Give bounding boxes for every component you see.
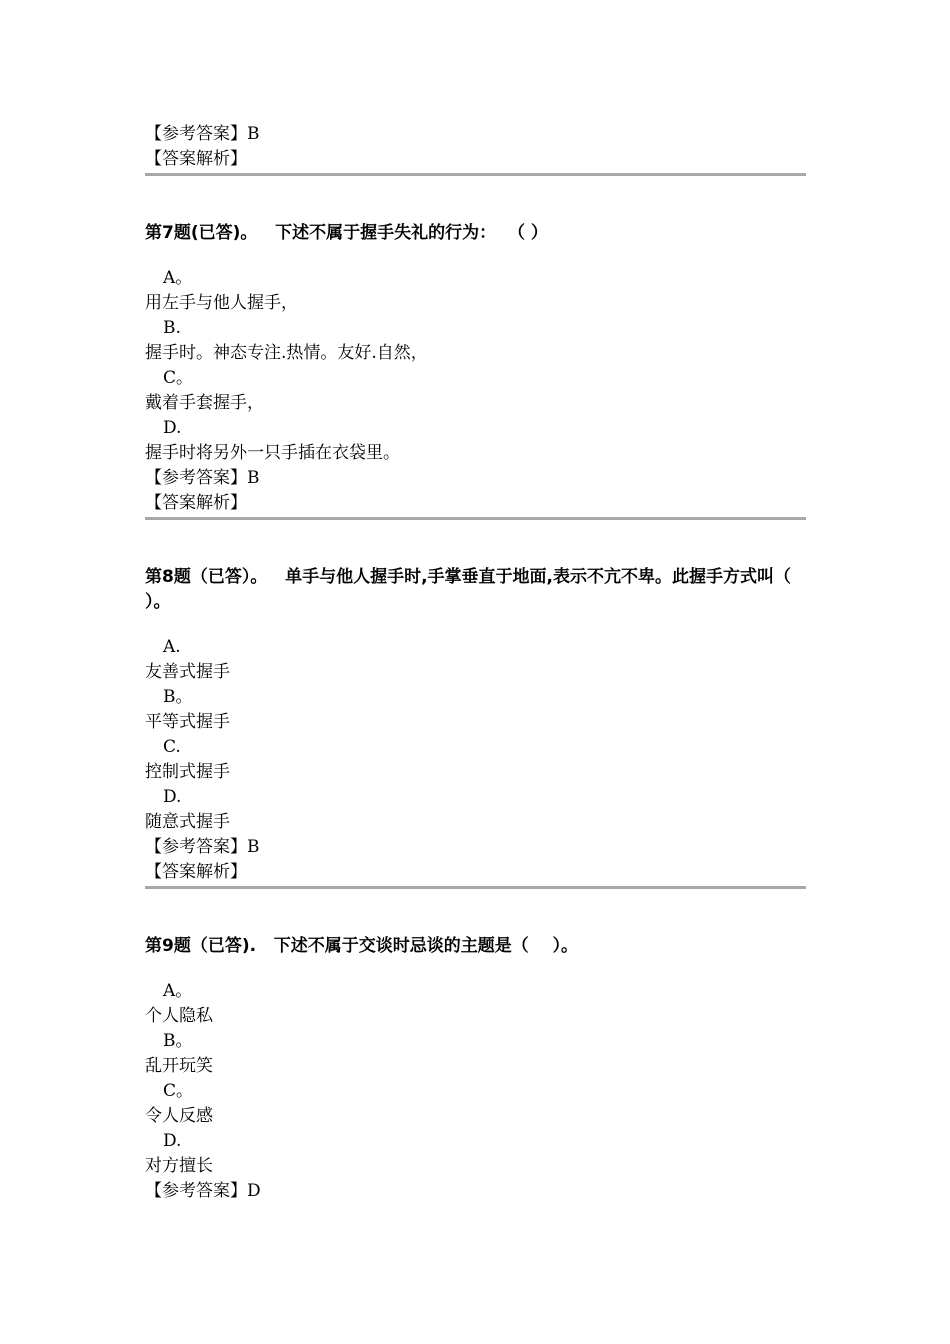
option-letter: D.: [163, 787, 182, 807]
option-text: 握手时将另外一只手插在衣袋里。: [145, 443, 400, 463]
answer-analysis: 【答案解析】: [145, 862, 247, 882]
document-page: [145, 0, 815, 1204]
answer-analysis: 【答案解析】: [145, 493, 247, 513]
option-text: 握手时。神态专注.热情。友好.自然，: [145, 343, 428, 363]
option-text: 乱开玩笑: [145, 1056, 213, 1076]
option-letter: A。: [163, 981, 193, 1001]
option-letter: B。: [163, 1031, 193, 1051]
option-letter: C。: [163, 1081, 194, 1101]
option-text: 戴着手套握手，: [145, 393, 264, 413]
ref-answer: 【参考答案】D: [145, 1181, 261, 1201]
option-letter: A.: [163, 637, 181, 657]
question-title: 第9题（已答). 下述不属于交谈时忌谈的主题是（ ）。: [145, 936, 578, 956]
option-text: 随意式握手: [145, 812, 230, 832]
option-text: 对方擅长: [145, 1156, 213, 1176]
option-text: 平等式握手: [145, 712, 230, 732]
option-letter: C。: [163, 368, 194, 388]
option-text: 令人反感: [145, 1106, 213, 1126]
option-text: 控制式握手: [145, 762, 230, 782]
ref-answer: 【参考答案】B: [145, 837, 260, 857]
option-letter: B.: [163, 318, 181, 338]
answer-analysis: 【答案解析】: [145, 149, 247, 169]
ref-answer: 【参考答案】B: [145, 124, 260, 144]
question-title: 第7题(已答)。 下述不属于握手失礼的行为： （ ）: [145, 223, 548, 243]
option-text: 个人隐私: [145, 1006, 213, 1026]
option-text: 友善式握手: [145, 662, 230, 682]
option-letter: C.: [163, 737, 181, 757]
option-letter: D.: [163, 1131, 182, 1151]
option-letter: D.: [163, 418, 182, 438]
ref-answer: 【参考答案】B: [145, 468, 260, 488]
option-letter: B。: [163, 687, 193, 707]
question-title: 第8题（已答）。 单手与他人握手时,手掌垂直于地面,表示不亢不卑。此握手方式叫（ ）。: [145, 567, 815, 612]
option-text: 用左手与他人握手，: [145, 293, 298, 313]
option-letter: A。: [163, 268, 193, 288]
